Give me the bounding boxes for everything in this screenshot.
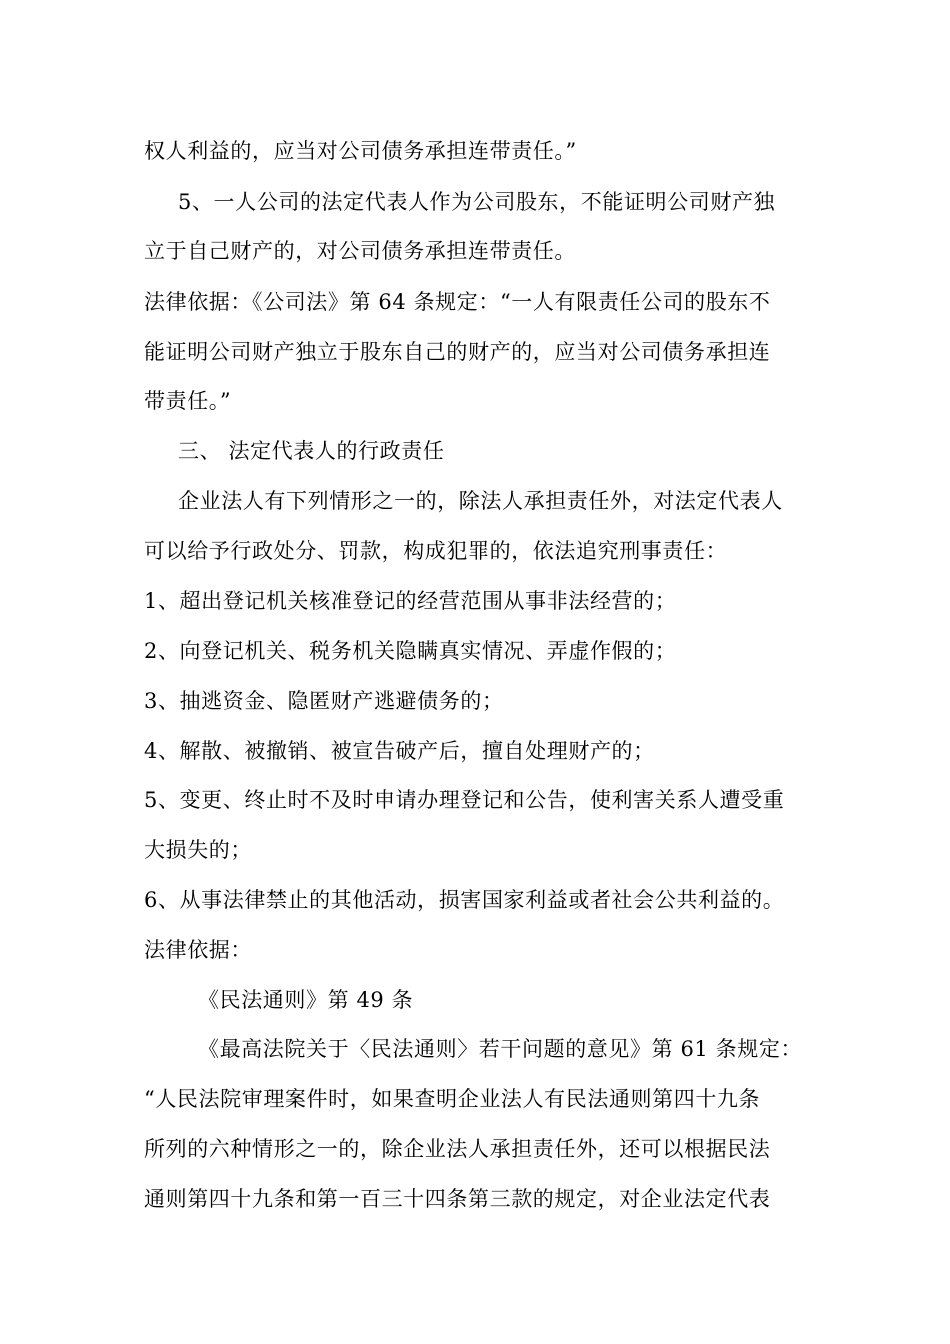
citation-line: 《最高法院关于〈民法通则〉若干问题的意见》第 61 条规定： (198, 1037, 803, 1061)
paragraph-line: 法律依据：《公司法》第 64 条规定：“一人有限责任公司的股东不 (144, 290, 771, 314)
list-item: 5、变更、终止时不及时申请办理登记和公告，使利害关系人遭受重 (144, 788, 785, 812)
paragraph-line: 可以给予行政处分、罚款，构成犯罪的，依法追究刑事责任： (144, 539, 728, 563)
citation-line: 《民法通则》第 49 条 (198, 988, 414, 1012)
quote-line: “人民法院审理案件时，如果查明企业法人有民法通则第四十九条 (144, 1087, 761, 1111)
section-heading: 三、 法定代表人的行政责任 (178, 439, 445, 463)
paragraph-line: 带责任。” (144, 389, 232, 413)
quote-line: 通则第四十九条和第一百三十四条第三款的规定，对企业法定代表 (144, 1187, 771, 1211)
paragraph-line: 法律依据： (144, 938, 252, 962)
paragraph-line: 权人利益的，应当对公司债务承担连带责任。” (144, 139, 577, 163)
paragraph-line: 立于自己财产的，对公司债务承担连带责任。 (144, 239, 576, 263)
list-item: 4、解散、被撤销、被宣告破产后，擅自处理财产的； (144, 739, 655, 763)
list-item-continuation: 大损失的； (144, 838, 252, 862)
list-item: 3、抽逃资金、隐匿财产逃避债务的； (144, 689, 504, 713)
paragraph-line: 企业法人有下列情形之一的，除法人承担责任外，对法定代表人 (178, 489, 783, 513)
paragraph-line: 能证明公司财产独立于股东自己的财产的，应当对公司债务承担连 (144, 340, 771, 364)
list-item: 2、向登记机关、税务机关隐瞒真实情况、弄虚作假的； (144, 639, 677, 663)
list-item: 1、超出登记机关核准登记的经营范围从事非法经营的； (144, 589, 677, 613)
list-item: 6、从事法律禁止的其他活动，损害国家利益或者社会公共利益的。 (144, 888, 785, 912)
quote-line: 所列的六种情形之一的，除企业法人承担责任外，还可以根据民法 (144, 1137, 771, 1161)
paragraph-line: 5、一人公司的法定代表人作为公司股东，不能证明公司财产独 (178, 190, 776, 214)
